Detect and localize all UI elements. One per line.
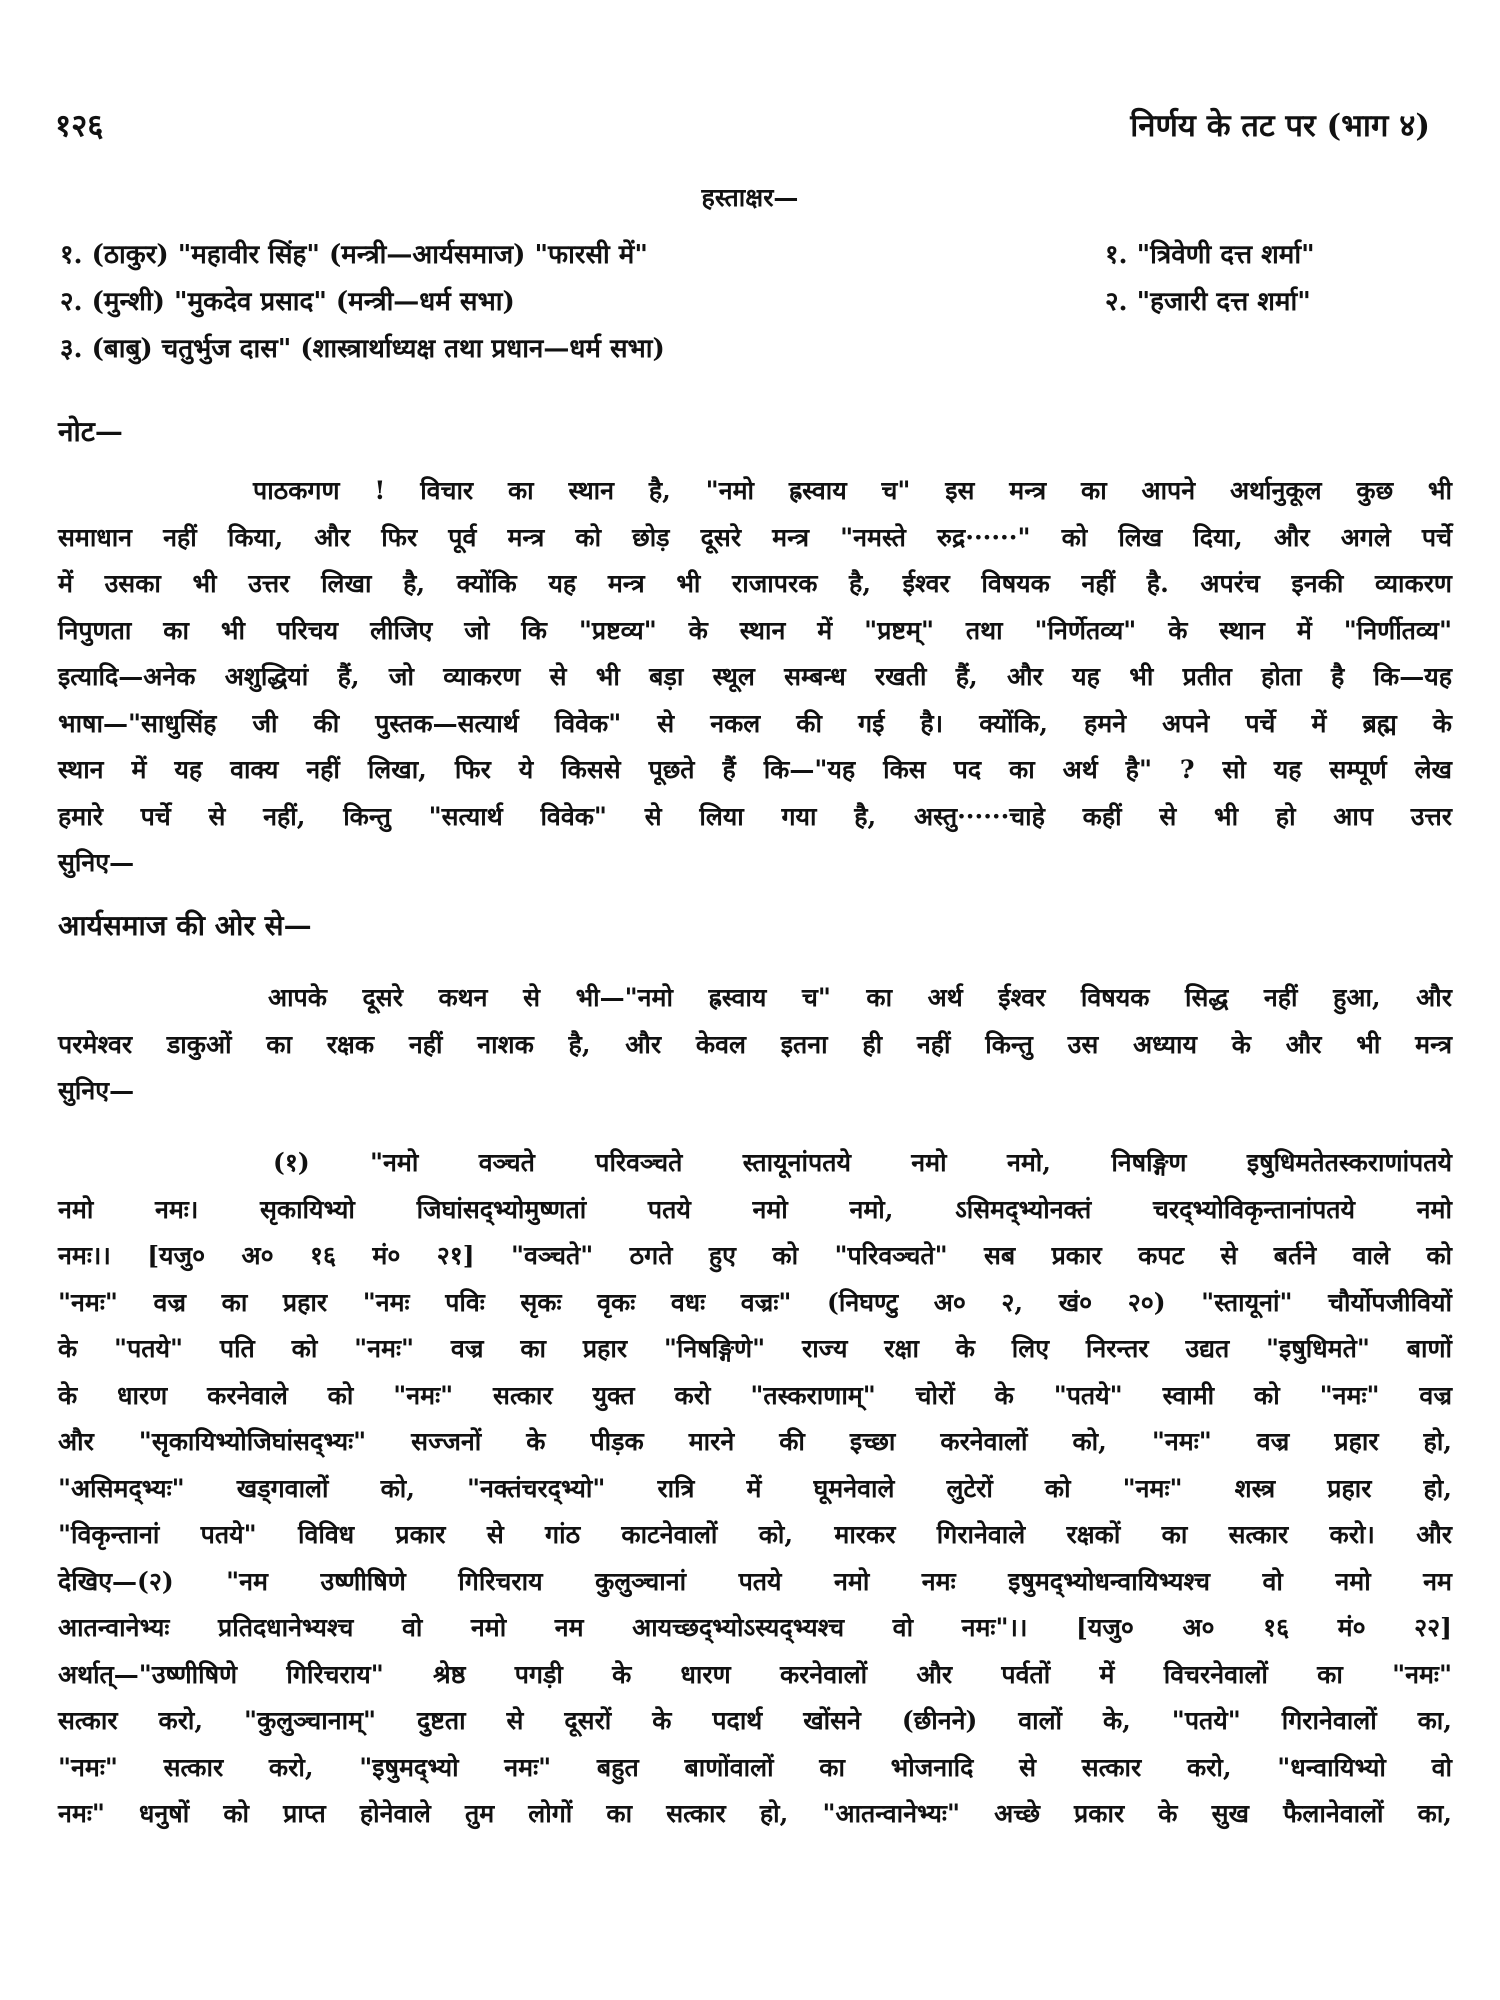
signature-right-1: १. "त्रिवेणी दत्त शर्मा" — [1105, 240, 1315, 270]
signatures-right-column — [1105, 232, 1445, 326]
page-number: १२६ — [55, 108, 104, 144]
arya-p2-line-7: और "सृकायिभ्योजिघांसद्भ्यः" सज्जनों के पीड़क मारने की इच्छा करनेवालों को, "नमः" वज्र प्रहार हो, — [58, 1427, 1452, 1456]
note-line-9: सुनिए— — [58, 848, 135, 877]
arya-p1-line-3: सुनिए— — [58, 1076, 135, 1105]
note-line-2: समाधान नहीं किया, और फिर पूर्व मन्त्र को छोड़ दूसरे मन्त्र "नमस्ते रुद्र······" को लिख दिया, और अगले पर्चे — [58, 522, 1452, 552]
signature-right-2: २. "हजारी दत्त शर्मा" — [1105, 287, 1311, 317]
arya-p2-line-15: नमः" धनुषों को प्राप्त होनेवाले तुम लोगों का सत्कार हो, "आतन्वानेभ्यः" अच्छे प्रकार के सुख फैलानेवालों का, — [58, 1799, 1452, 1828]
arya-p2-line-13: सत्कार करो, "कुलुञ्चानाम्" दुष्टता से दूसरों के पदार्थ खोंसने (छीनने) वालों के, "पतये" गिरानेवालों का, — [58, 1706, 1452, 1735]
arya-paragraph-1 — [58, 975, 1452, 1115]
note-paragraph — [58, 468, 1452, 887]
signature-left-3: ३. (बाबु) चतुर्भुज दास" (शास्त्रार्थाध्यक्ष तथा प्रधान—धर्म सभा) — [60, 334, 665, 364]
note-line-3: में उसका भी उत्तर लिखा है, क्योंकि यह मन्त्र भी राजापरक है, ईश्वर विषयक नहीं है. अपरंच इनकी व्याकरण — [58, 569, 1452, 598]
note-line-8: हमारे पर्चे से नहीं, किन्तु "सत्यार्थ विवेक" से लिया गया है, अस्तु······चाहे कहीं से भी हो आप उत्तर — [58, 801, 1452, 831]
page-header — [55, 104, 1430, 146]
note-line-6: भाषा—"साधुसिंह जी की पुस्तक—सत्यार्थ विवेक" से नकल की गई है। क्योंकि, हमने अपने पर्चे में ब्रह्म के — [58, 708, 1452, 738]
arya-p2-line-14: "नमः" सत्कार करो, "इषुमद्भ्यो नमः" बहुत बाणोंवालों का भोजनादि से सत्कार करो, "धन्वायिभ्यो वो — [58, 1752, 1452, 1782]
note-line-4: निपुणता का भी परिचय लीजिए जो कि "प्रष्टव्य" के स्थान में "प्रष्टम्" तथा "निर्णेतव्य" के स्थान में "निर्णीतव्य" — [58, 615, 1452, 645]
arya-p2-line-8: "असिमद्भ्यः" खड्गवालों को, "नक्तंचरद्भ्यो" रात्रि में घूमनेवाले लुटेरों को "नमः" शस्त्र प्रहार हो, — [58, 1473, 1452, 1503]
note-line-7: स्थान में यह वाक्य नहीं लिखा, फिर ये किससे पूछते हैं कि—"यह किस पद का अर्थ है" ? सो यह सम्पूर्ण लेख — [58, 755, 1452, 784]
signatures-heading: हस्ताक्षर— — [701, 183, 799, 212]
arya-p2-line-4: "नमः" वज्र का प्रहार "नमः पविः सृकः वृकः वधः वज्रः" (निघण्टु अ० २, खं० २०) "स्तायूनां" चौर्योपजीवियों — [58, 1287, 1452, 1317]
signature-left-1: १. (ठाकुर) "महावीर सिंह" (मन्त्री—आर्यसमाज) "फारसी में" — [60, 240, 648, 270]
arya-p2-line-1: (१) "नमो वञ्चते परिवञ्चते स्तायूनांपतये नमो नमो, निषङ्गिण इषुधिमतेतस्कराणांपतये — [273, 1148, 1452, 1177]
note-line-5: इत्यादि—अनेक अशुद्धियां हैं, जो व्याकरण से भी बड़ा स्थूल सम्बन्ध रखती हैं, और यह भी प्रतीत होता है कि—यह — [58, 662, 1452, 691]
arya-p2-line-9: "विकृन्तानां पतये" विविध प्रकार से गांठ काटनेवालों को, मारकर गिरानेवाले रक्षकों का सत्कार करो। और — [58, 1520, 1452, 1549]
signatures-left-column — [60, 232, 980, 373]
arya-p1-line-1: आपके दूसरे कथन से भी—"नमो ह्रस्वाय च" का अर्थ ईश्वर विषयक सिद्ध नहीं हुआ, और — [268, 983, 1452, 1012]
arya-p2-line-6: के धारण करनेवाले को "नमः" सत्कार युक्त करो "तस्कराणाम्" चोरों के "पतये" स्वामी को "नमः" वज्र — [58, 1380, 1452, 1410]
arya-p2-line-3: नमः।। [यजु० अ० १६ मं० २१] "वञ्चते" ठगते हुए को "परिवञ्चते" सब प्रकार कपट से बर्तने वाले को — [58, 1241, 1452, 1270]
arya-p2-line-10: देखिए—(२) "नम उष्णीषिणे गिरिचराय कुलुञ्चानां पतये नमो नमः इषुमद्भ्योधन्वायिभ्यश्च वो नमो नम — [58, 1566, 1452, 1596]
note-heading: नोट— — [58, 415, 123, 448]
arya-p2-line-11: आतन्वानेभ्यः प्रतिदधानेभ्यश्च वो नमो नम आयच्छद्भ्योऽस्यद्भ्यश्च वो नमः"।। [यजु० अ० १६ मं० २२] — [58, 1613, 1452, 1642]
arya-p2-line-12: अर्थात्—"उष्णीषिणे गिरिचराय" श्रेष्ठ पगड़ी के धारण करनेवालों और पर्वतों में विचरनेवालों का "नमः" — [58, 1659, 1452, 1689]
signature-left-2: २. (मुन्शी) "मुकदेव प्रसाद" (मन्त्री—धर्म सभा) — [60, 287, 515, 317]
arya-p2-line-5: के "पतये" पति को "नमः" वज्र का प्रहार "निषङ्गिणे" राज्य रक्षा के लिए निरन्तर उद्यत "इषुधिमते" बाणों — [58, 1334, 1452, 1363]
arya-p1-line-2: परमेश्वर डाकुओं का रक्षक नहीं नाशक है, और केवल इतना ही नहीं किन्तु उस अध्याय के और भी मन्त्र — [58, 1029, 1452, 1059]
running-title: निर्णय के तट पर (भाग ४) — [1130, 108, 1430, 144]
arya-samaj-heading: आर्यसमाज की ओर से— — [58, 909, 312, 942]
note-line-1: पाठकगण ! विचार का स्थान है, "नमो ह्रस्वाय च" इस मन्त्र का आपने अर्थानुकूल कुछ भी — [253, 476, 1452, 505]
arya-p2-line-2: नमो नमः। सृकायिभ्यो जिघांसद्भ्योमुष्णतां पतये नमो नमो, ऽसिमद्भ्योनक्तं चरद्भ्योविकृन्तानांपतये नमो — [58, 1194, 1452, 1224]
arya-paragraph-2 — [58, 1140, 1452, 1838]
